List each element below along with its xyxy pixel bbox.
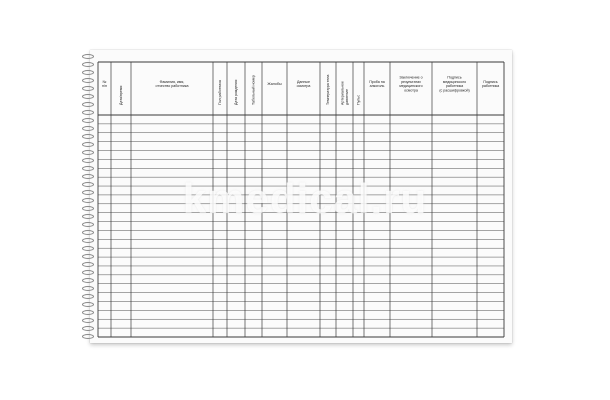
column-header-sex: Пол работника bbox=[218, 80, 223, 105]
column-header-conclusion: Заключение о результатах медицинского осмотра bbox=[399, 75, 423, 93]
column-header-num: № п/п bbox=[102, 79, 107, 89]
column-header-alcohol: Проба на алкоголь bbox=[369, 79, 385, 89]
column-header-complaints: Жалобы bbox=[267, 82, 282, 86]
column-header-pulse: Пульс bbox=[356, 94, 361, 105]
column-header-temp: Температура тела bbox=[326, 74, 331, 105]
column-header-name: Фамилия, имя, отчество работника bbox=[155, 79, 189, 89]
column-header-worksign: Подпись работника bbox=[481, 79, 500, 89]
column-header-tab: Табельный номер bbox=[251, 75, 256, 105]
column-header-exam: Данные осмотра bbox=[296, 79, 311, 89]
column-header-pressure: Артериальноедавление bbox=[340, 81, 349, 105]
column-header-birth: Дата рождения bbox=[234, 79, 239, 105]
watermark-text: kmedical.ru bbox=[182, 175, 428, 222]
column-header-datetime: Дата/время bbox=[119, 85, 124, 105]
column-header-medsign: Подпись медицинского работника (с расшифровкой) bbox=[439, 75, 470, 93]
